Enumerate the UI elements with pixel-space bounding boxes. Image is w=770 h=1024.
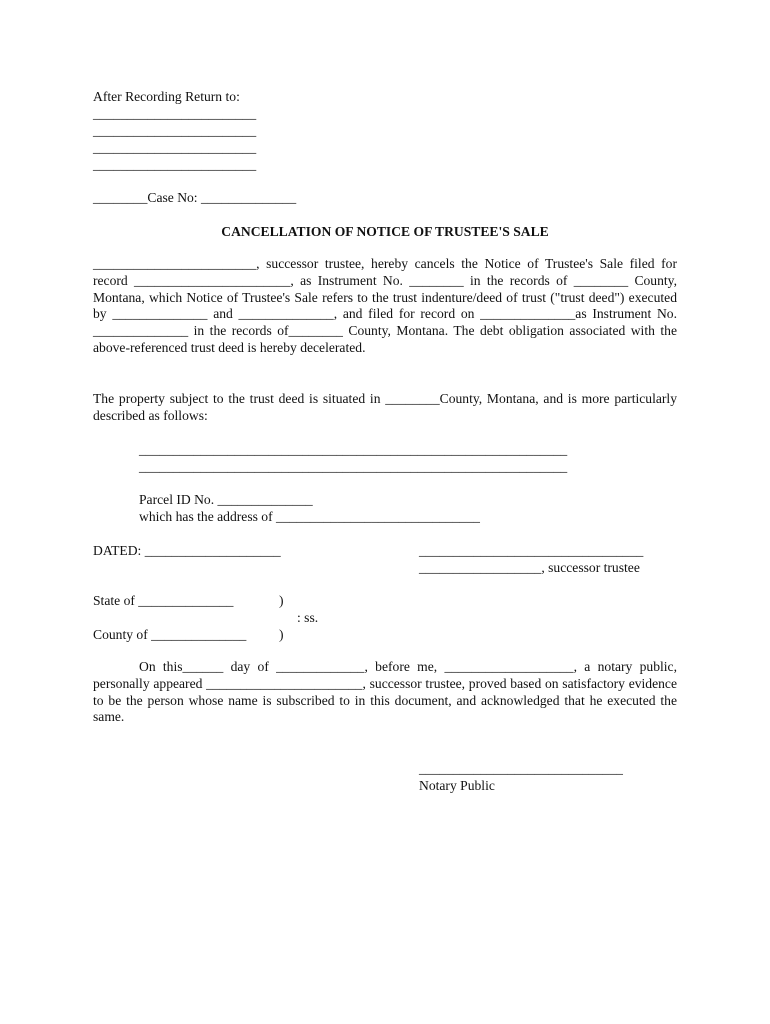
acknowledgment-text: On this______ day of _____________, before me, ___________________, a notary public, personally appeared _______________________, successor trustee, proved based on satisfactory evidence to be the person whose name is subscribed to in this document, and acknowledged that he executed the same.: [93, 659, 677, 725]
document-title: CANCELLATION OF NOTICE OF TRUSTEE'S SALE: [221, 224, 549, 239]
county-line: County of ______________: [93, 627, 247, 642]
return-heading: After Recording Return to:: [93, 89, 240, 104]
notary-label: Notary Public: [419, 778, 495, 793]
acknowledgment-paragraph: [93, 659, 677, 726]
dated-line: DATED: ____________________: [93, 543, 281, 558]
cancellation-paragraph: ________________________, successor trustee, hereby cancels the Notice of Trustee's Sale filed for record _______________________, as Instrument No. ________ in the records of ________ County, Montana, which Notice of Trustee's Sale refers to the trust indenture/deed of trust ("trust deed") executed by ______________ and ______________, and filed for record on ______________as Instrument No. ______________ in the records of________ County, Montana. The debt obligation associated with the above-referenced trust deed is hereby decelerated.: [93, 256, 677, 355]
return-line-3: ________________________: [93, 140, 257, 155]
address-line: which has the address of ______________________________: [139, 509, 480, 524]
description-line-2: _______________________________________________________________: [139, 459, 568, 474]
property-paragraph: The property subject to the trust deed is situated in ________County, Montana, and is more particularly described as follows:: [93, 391, 677, 423]
description-line-1: _______________________________________________________________: [139, 442, 568, 457]
state-paren: ): [279, 593, 284, 608]
case-number-line: ________Case No: ______________: [93, 190, 297, 205]
return-line-4: ________________________: [93, 157, 257, 172]
county-paren: ): [279, 627, 284, 642]
return-line-1: ________________________: [93, 106, 257, 121]
state-line: State of ______________: [93, 593, 234, 608]
notary-signature-line: ______________________________: [419, 761, 623, 776]
ss-label: : ss.: [297, 610, 319, 625]
parcel-id-line: Parcel ID No. ______________: [139, 492, 313, 507]
signature-line: _________________________________: [419, 543, 644, 558]
return-line-2: ________________________: [93, 123, 257, 138]
trustee-signature-line: __________________, successor trustee: [419, 560, 640, 575]
